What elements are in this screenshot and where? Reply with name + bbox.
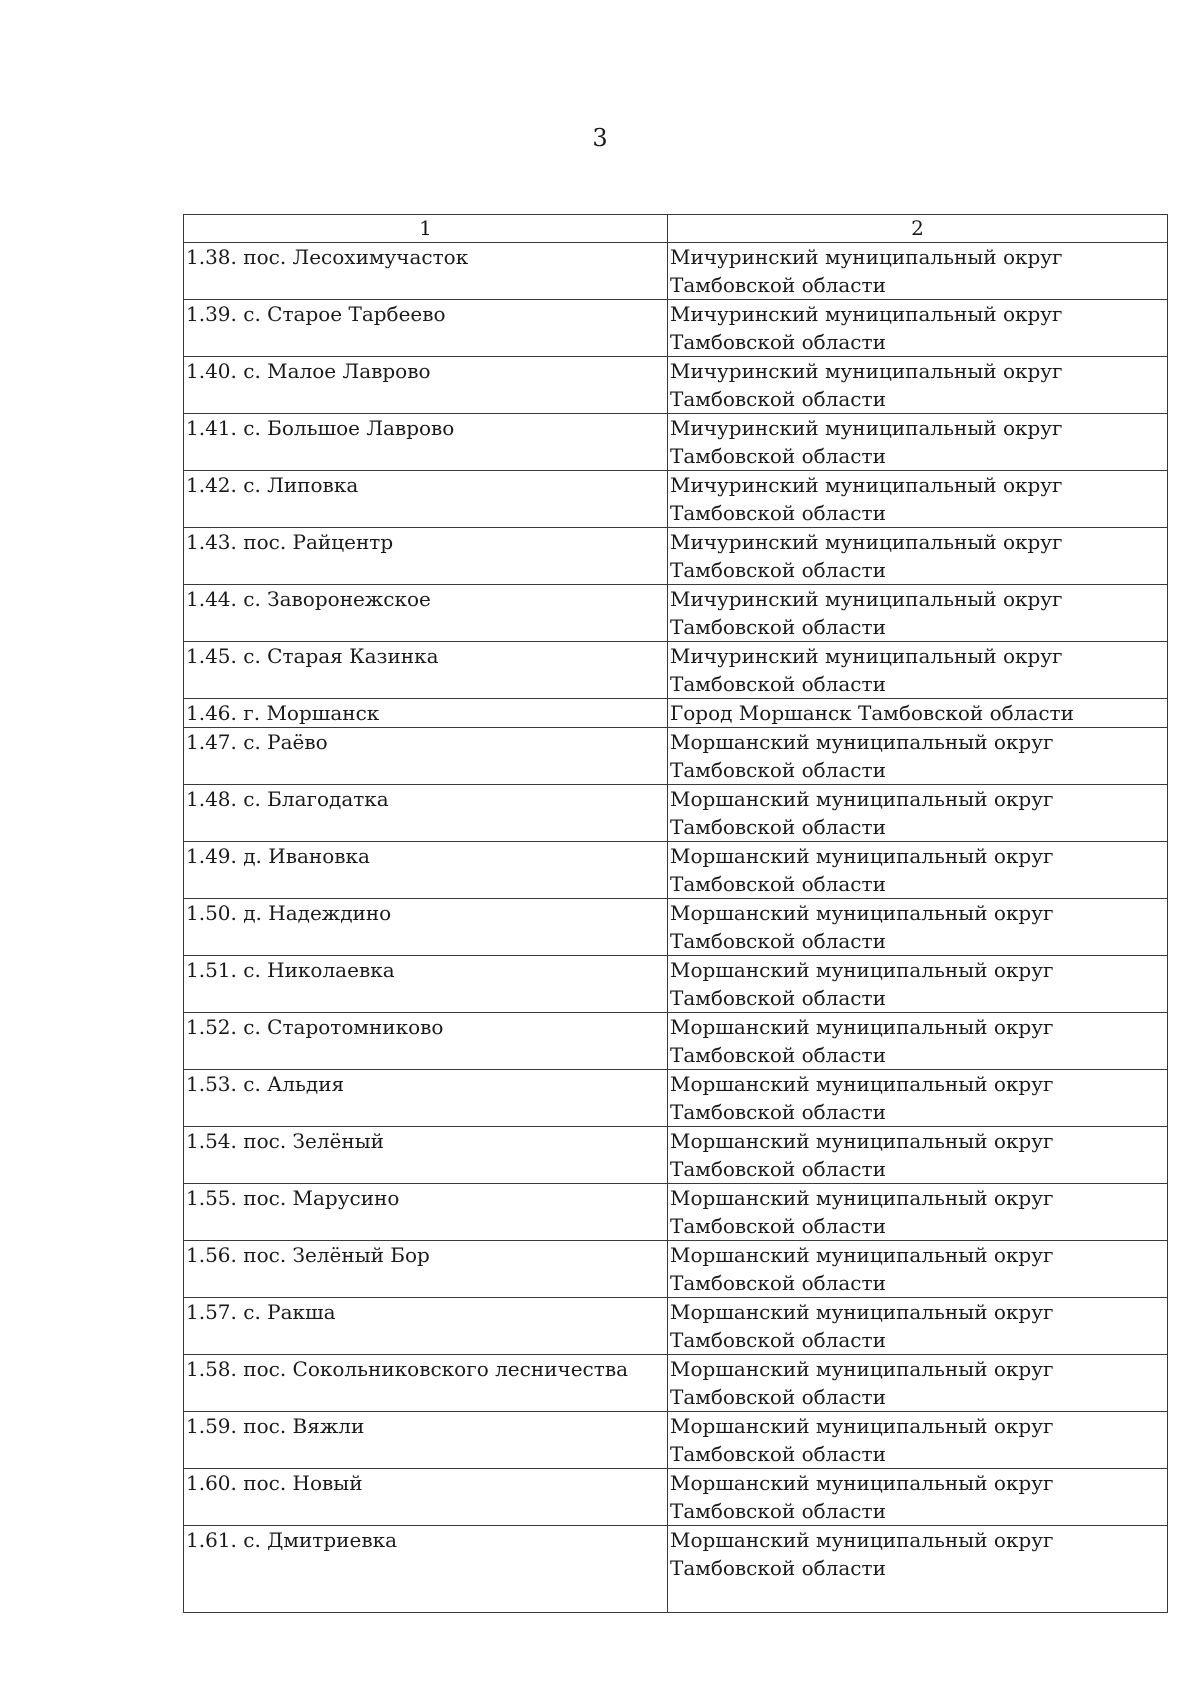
district-line: Тамбовской области	[670, 615, 886, 639]
district-line: Тамбовской области	[670, 1271, 886, 1295]
district-line: Моршанский муниципальный округ	[670, 787, 1054, 811]
table-row	[184, 642, 1168, 699]
district-line: Мичуринский муниципальный округ	[670, 587, 1063, 611]
district-line: Тамбовской области	[670, 501, 886, 525]
settlement-cell: 1.52. с. Старотомниково	[184, 1013, 668, 1070]
table-row	[184, 300, 1168, 357]
district-line: Моршанский муниципальный округ	[670, 1300, 1054, 1324]
settlement-cell: 1.38. пос. Лесохимучасток	[184, 243, 668, 300]
district-line: Моршанский муниципальный округ	[670, 1528, 1054, 1552]
district-line: Мичуринский муниципальный округ	[670, 302, 1063, 326]
settlement-cell: 1.59. пос. Вяжли	[184, 1412, 668, 1469]
table-header	[184, 215, 1168, 243]
table-row	[184, 1526, 1168, 1613]
settlement-cell: 1.39. с. Старое Тарбеево	[184, 300, 668, 357]
table-row	[184, 699, 1168, 728]
district-cell	[668, 728, 1168, 785]
district-line: Моршанский муниципальный округ	[670, 730, 1054, 754]
settlement-cell: 1.51. с. Николаевка	[184, 956, 668, 1013]
settlement-cell: 1.61. с. Дмитриевка	[184, 1526, 668, 1613]
district-cell	[668, 1013, 1168, 1070]
settlement-cell: 1.40. с. Малое Лаврово	[184, 357, 668, 414]
district-line: Тамбовской области	[670, 672, 886, 696]
district-line: Моршанский муниципальный округ	[670, 844, 1054, 868]
district-cell	[668, 1127, 1168, 1184]
settlement-cell: 1.48. с. Благодатка	[184, 785, 668, 842]
settlement-cell: 1.60. пос. Новый	[184, 1469, 668, 1526]
district-line: Тамбовской области	[670, 387, 886, 411]
table-row	[184, 1070, 1168, 1127]
district-line: Моршанский муниципальный округ	[670, 901, 1054, 925]
district-cell	[668, 1469, 1168, 1526]
district-cell	[668, 585, 1168, 642]
district-cell	[668, 1526, 1168, 1613]
district-line: Тамбовской области	[670, 986, 886, 1010]
table-row	[184, 1184, 1168, 1241]
page-number: 3	[592, 124, 608, 152]
district-line: Город Моршанск Тамбовской области	[670, 701, 1074, 725]
settlement-cell: 1.50. д. Надеждино	[184, 899, 668, 956]
settlement-cell: 1.41. с. Большое Лаврово	[184, 414, 668, 471]
district-line: Тамбовской области	[670, 1556, 886, 1580]
district-line: Моршанский муниципальный округ	[670, 1414, 1054, 1438]
district-cell	[668, 899, 1168, 956]
district-cell	[668, 1355, 1168, 1412]
district-line: Тамбовской области	[670, 1100, 886, 1124]
settlement-cell: 1.44. с. Заворонежское	[184, 585, 668, 642]
table-row	[184, 899, 1168, 956]
district-line: Тамбовской области	[670, 758, 886, 782]
table-row	[184, 956, 1168, 1013]
table-row	[184, 1013, 1168, 1070]
table-row	[184, 1355, 1168, 1412]
district-line: Тамбовской области	[670, 1385, 886, 1409]
district-line: Тамбовской области	[670, 1043, 886, 1067]
table-row	[184, 243, 1168, 300]
district-cell	[668, 471, 1168, 528]
district-cell	[668, 785, 1168, 842]
district-line: Тамбовской области	[670, 1499, 886, 1523]
settlement-cell: 1.42. с. Липовка	[184, 471, 668, 528]
table-row	[184, 785, 1168, 842]
settlement-cell: 1.43. пос. Райцентр	[184, 528, 668, 585]
settlements-table	[183, 214, 1168, 1613]
table-row	[184, 1412, 1168, 1469]
settlement-cell: 1.56. пос. Зелёный Бор	[184, 1241, 668, 1298]
district-line: Мичуринский муниципальный округ	[670, 359, 1063, 383]
settlement-cell: 1.55. пос. Марусино	[184, 1184, 668, 1241]
settlement-cell: 1.47. с. Раёво	[184, 728, 668, 785]
district-line: Моршанский муниципальный округ	[670, 1072, 1054, 1096]
settlement-cell: 1.49. д. Ивановка	[184, 842, 668, 899]
district-line: Тамбовской области	[670, 444, 886, 468]
district-line: Мичуринский муниципальный округ	[670, 245, 1063, 269]
district-cell	[668, 1298, 1168, 1355]
district-line: Мичуринский муниципальный округ	[670, 416, 1063, 440]
district-line: Моршанский муниципальный округ	[670, 1015, 1054, 1039]
district-cell	[668, 956, 1168, 1013]
district-line: Моршанский муниципальный округ	[670, 1357, 1054, 1381]
district-cell	[668, 357, 1168, 414]
column-header-2: 2	[668, 215, 1168, 243]
district-line: Тамбовской области	[670, 558, 886, 582]
district-cell	[668, 842, 1168, 899]
district-line: Тамбовской области	[670, 330, 886, 354]
district-line: Тамбовской области	[670, 929, 886, 953]
settlement-cell: 1.54. пос. Зелёный	[184, 1127, 668, 1184]
district-cell	[668, 1412, 1168, 1469]
table-row	[184, 1127, 1168, 1184]
district-line: Мичуринский муниципальный округ	[670, 530, 1063, 554]
table-row	[184, 1241, 1168, 1298]
district-line: Мичуринский муниципальный округ	[670, 473, 1063, 497]
district-line: Тамбовской области	[670, 1442, 886, 1466]
district-line: Моршанский муниципальный округ	[670, 1129, 1054, 1153]
district-line: Моршанский муниципальный округ	[670, 1471, 1054, 1495]
table-row	[184, 1298, 1168, 1355]
table-row	[184, 585, 1168, 642]
district-line: Тамбовской области	[670, 1157, 886, 1181]
district-cell	[668, 1184, 1168, 1241]
table-row	[184, 842, 1168, 899]
header-row	[184, 215, 1168, 243]
settlement-cell: 1.57. с. Ракша	[184, 1298, 668, 1355]
district-line: Тамбовской области	[670, 1328, 886, 1352]
settlement-cell: 1.53. с. Альдия	[184, 1070, 668, 1127]
district-line: Моршанский муниципальный округ	[670, 958, 1054, 982]
district-line: Тамбовской области	[670, 815, 886, 839]
district-cell	[668, 300, 1168, 357]
district-line: Моршанский муниципальный округ	[670, 1243, 1054, 1267]
table-row	[184, 414, 1168, 471]
district-cell	[668, 1070, 1168, 1127]
district-line: Тамбовской области	[670, 1214, 886, 1238]
table-row	[184, 528, 1168, 585]
district-line: Мичуринский муниципальный округ	[670, 644, 1063, 668]
table-row	[184, 1469, 1168, 1526]
table-body	[184, 243, 1168, 1613]
table-row	[184, 357, 1168, 414]
district-line: Моршанский муниципальный округ	[670, 1186, 1054, 1210]
settlement-cell: 1.46. г. Моршанск	[184, 699, 668, 728]
table-row	[184, 471, 1168, 528]
column-header-1: 1	[184, 215, 668, 243]
district-cell	[668, 642, 1168, 699]
district-cell	[668, 1241, 1168, 1298]
table-row	[184, 728, 1168, 785]
settlement-cell: 1.58. пос. Сокольниковского лесничества	[184, 1355, 668, 1412]
district-line: Тамбовской области	[670, 273, 886, 297]
district-cell	[668, 243, 1168, 300]
district-line: Тамбовской области	[670, 872, 886, 896]
district-cell	[668, 414, 1168, 471]
district-cell	[668, 699, 1168, 728]
district-cell	[668, 528, 1168, 585]
settlement-cell: 1.45. с. Старая Казинка	[184, 642, 668, 699]
